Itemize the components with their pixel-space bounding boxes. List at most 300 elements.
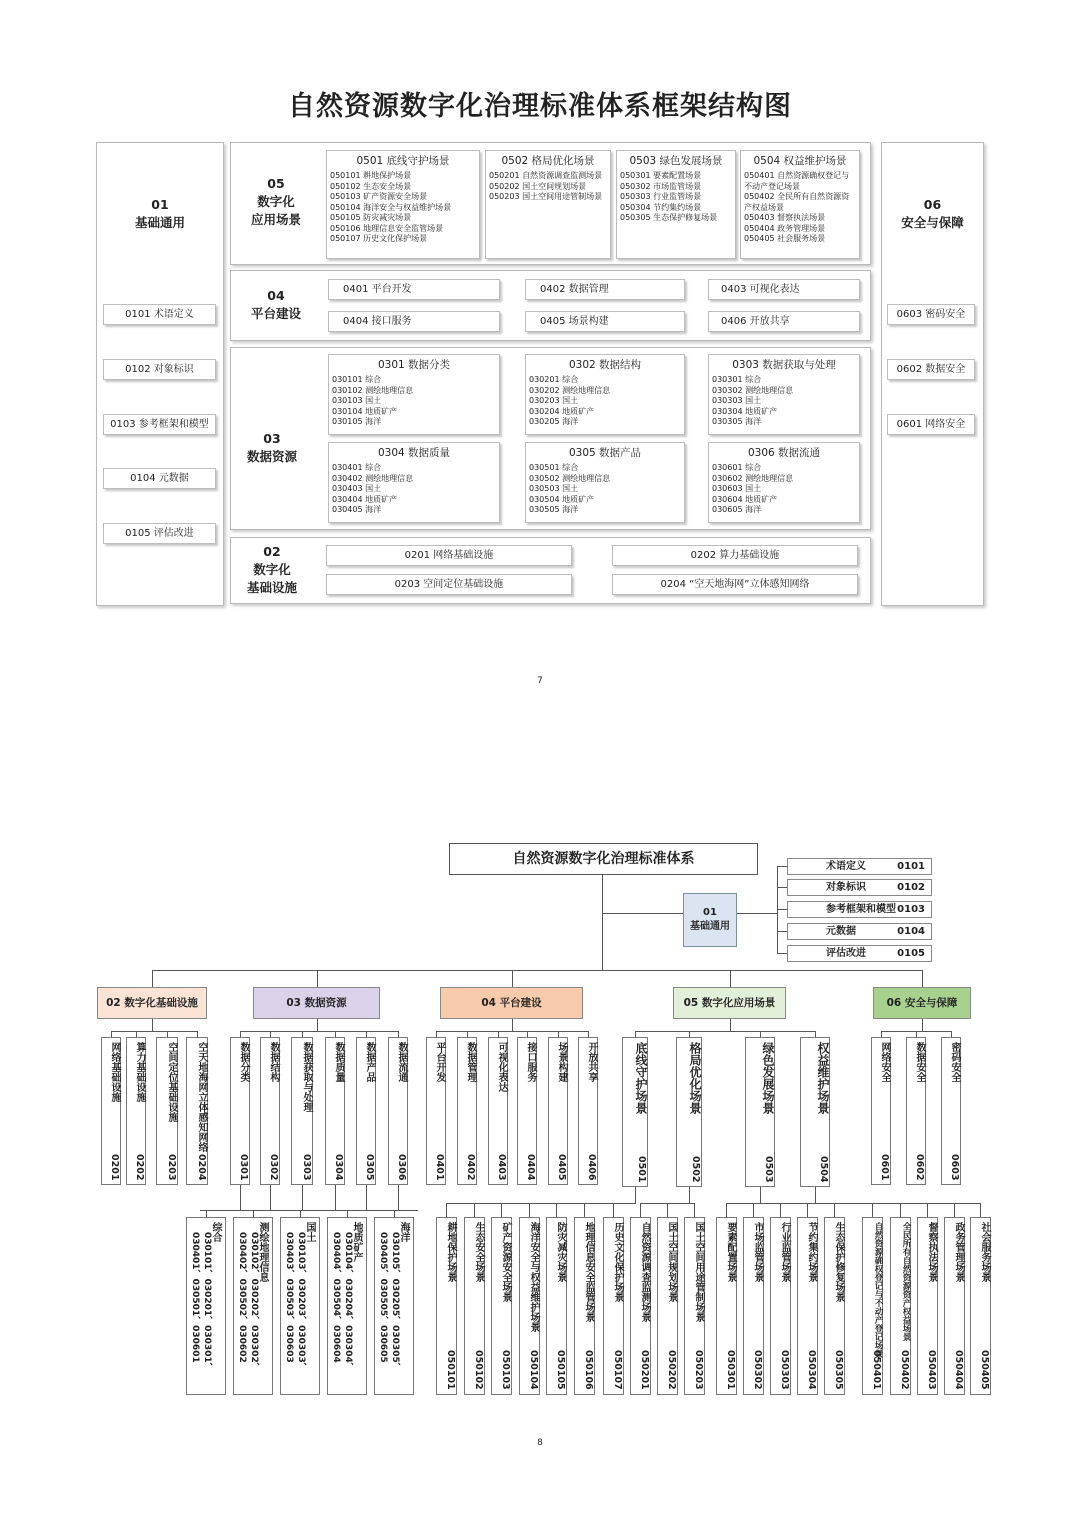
- connector: [726, 1203, 727, 1217]
- scene-level3-item: [944, 1217, 965, 1395]
- box-0304-title: 0304 数据质量: [377, 447, 451, 459]
- level2-item-code: 0303: [301, 1153, 312, 1180]
- scene-level3-name: 政务管理场景: [953, 1222, 964, 1282]
- connector: [167, 1031, 168, 1037]
- scene-level3-item: [491, 1217, 512, 1395]
- root01-item: [787, 879, 932, 896]
- list-item: 030604 地质矿产: [712, 494, 778, 504]
- root01-item: [787, 858, 932, 875]
- root01-item: [787, 923, 932, 940]
- section-03-label: [232, 430, 312, 466]
- connector: [152, 970, 922, 971]
- box-0504-title: 0504 权益维护场景: [753, 155, 847, 167]
- connector: [815, 1203, 981, 1204]
- connector: [200, 1210, 418, 1211]
- connector: [558, 1031, 559, 1037]
- connector: [872, 1203, 873, 1217]
- scene-level3-code: 050105: [555, 1350, 566, 1390]
- item-0102: 0102 对象标识: [103, 359, 216, 380]
- item-0203: 0203 空间定位基础设施: [326, 574, 572, 595]
- level2-item-name: 数据分类: [238, 1042, 249, 1082]
- list-item: 050401 自然资源确权登记与: [744, 171, 850, 180]
- list-item: 030605 海洋: [712, 505, 762, 514]
- item-0401: 0401 平台开发: [328, 279, 500, 300]
- connector: [366, 1031, 367, 1037]
- level2-item: [325, 1037, 345, 1185]
- level2-item: [260, 1037, 280, 1185]
- item-0204: 0204 “空天地海网”立体感知网络: [612, 574, 858, 595]
- scene-level3-name: 历史文化保护场景: [612, 1222, 623, 1302]
- box-0301: [328, 354, 500, 435]
- connector: [694, 1203, 695, 1217]
- connector: [922, 970, 923, 987]
- root01-item-name: 对象标识: [826, 882, 866, 893]
- scene-level3-code: 050102: [473, 1350, 484, 1390]
- level2-item: [488, 1037, 508, 1185]
- list-item: 030104 地质矿产: [332, 406, 398, 416]
- scene-level3-item: [603, 1217, 624, 1395]
- level2-item-name: 数据流通: [396, 1042, 407, 1082]
- scene-level3-code: 050301: [725, 1350, 736, 1390]
- connector: [366, 1185, 367, 1210]
- root01-item-code: 0105: [897, 948, 925, 959]
- item-0602: 0602 数据安全: [887, 359, 975, 380]
- level2-item: [517, 1037, 537, 1185]
- level2-item-code: 0301: [238, 1153, 249, 1180]
- level2-item-code: 0401: [434, 1153, 445, 1180]
- list-item: 030105 海洋: [332, 417, 382, 426]
- section-02-name1: 数字化: [253, 562, 291, 577]
- scene-level3-item: [970, 1217, 991, 1395]
- box-0304: [328, 442, 500, 523]
- level2-item-code: 0501: [636, 1155, 647, 1182]
- level2-item: [800, 1037, 830, 1187]
- root01-item-code: 0103: [897, 904, 925, 915]
- scene-level3-item: [546, 1217, 567, 1395]
- connector: [737, 913, 777, 914]
- item-0405: 0405 场景构建: [525, 311, 685, 332]
- data-level3-item: [186, 1217, 226, 1395]
- connector: [602, 913, 683, 914]
- level2-item-name: 网络基础设施: [109, 1042, 120, 1102]
- list-item: 050203 国土空间用途管制场景: [489, 192, 603, 201]
- connector: [777, 953, 787, 954]
- connector: [730, 1019, 731, 1031]
- connector: [270, 1185, 271, 1210]
- level2-item-name: 数据产品: [364, 1042, 375, 1082]
- scene-level3-code: 050404: [953, 1350, 964, 1390]
- item-0402: 0402 数据管理: [525, 279, 685, 300]
- section-06-name: 安全与保障: [901, 215, 964, 230]
- data-level3-item: [327, 1217, 367, 1395]
- data-level3-codes: 030102、030202、030302、030402、030502、030602: [237, 1232, 259, 1372]
- connector: [881, 1031, 882, 1037]
- root01-item-code: 0102: [897, 882, 925, 893]
- connector: [152, 1019, 153, 1031]
- scene-level3-name: 督察执法场景: [926, 1222, 937, 1282]
- level2-item: [622, 1037, 648, 1187]
- category-box: 04 平台建设: [440, 987, 583, 1019]
- scene-level3-name: 社会服务场景: [979, 1222, 990, 1282]
- page-number-7: 7: [537, 676, 543, 686]
- item-0202: 0202 算力基础设施: [612, 545, 858, 566]
- scene-level3-name: 要素配置场景: [725, 1222, 736, 1282]
- connector: [152, 970, 153, 987]
- data-level3-codes: 030101、030201、030301、030401、030501、030601: [190, 1232, 212, 1372]
- scene-level3-name: 国土空间用途管制场景: [693, 1222, 704, 1322]
- connector: [667, 1203, 668, 1217]
- scene-level3-code: 050201: [639, 1350, 650, 1390]
- connector: [815, 1187, 816, 1203]
- item-0403: 0403 可视化表达: [708, 279, 860, 300]
- connector: [760, 1187, 761, 1203]
- data-level3-codes: 030105、030205、030305、030405、030505、030605: [378, 1232, 400, 1372]
- connector: [111, 1031, 112, 1037]
- scene-level3-item: [743, 1217, 764, 1395]
- scene-level3-name: 自然资源调查监测场景: [639, 1222, 650, 1322]
- list-item: 050404 政务管理场景: [744, 223, 826, 233]
- connector: [512, 970, 513, 987]
- list-item: 030601 综合: [712, 463, 762, 472]
- data-level3-name: 地质矿产: [351, 1222, 362, 1262]
- level2-item: [941, 1037, 961, 1185]
- scene-level3-code: 050402: [899, 1350, 910, 1390]
- connector: [640, 1203, 641, 1217]
- list-item: 产权益场景: [744, 202, 784, 212]
- connector: [398, 1185, 399, 1210]
- scene-level3-code: 050107: [612, 1350, 623, 1390]
- item-0406: 0406 开放共享: [708, 311, 860, 332]
- connector: [206, 1210, 207, 1217]
- connector: [317, 970, 318, 987]
- level2-item-code: 0202: [134, 1153, 145, 1180]
- section-01-code: 01: [151, 197, 169, 212]
- item-0603: 0603 密码安全: [887, 304, 975, 325]
- level2-item-name: 数据获取与处理: [301, 1042, 312, 1112]
- list-item: 050107 历史文化保护场景: [330, 234, 428, 243]
- scene-level3-name: 全民所有自然资源资产权益场景: [901, 1222, 911, 1341]
- level2-item-name: 可视化表达: [496, 1042, 507, 1092]
- scene-level3-code: 050302: [752, 1350, 763, 1390]
- connector: [474, 1203, 475, 1217]
- list-item: 050101 耕地保护场景: [330, 171, 412, 180]
- section-04-name: 平台建设: [250, 306, 301, 321]
- scene-level3-item: [797, 1217, 818, 1395]
- level2-item: [676, 1037, 702, 1187]
- connector: [635, 1187, 636, 1203]
- data-level3-name: 国土: [304, 1222, 315, 1242]
- box-0501: [326, 150, 480, 259]
- scene-level3-code: 050403: [926, 1350, 937, 1390]
- connector: [498, 1031, 499, 1037]
- connector: [900, 1203, 901, 1217]
- data-level3-name: 综合: [210, 1222, 221, 1242]
- box-0503-title: 0503 绿色发展场景: [629, 155, 723, 167]
- level2-item-name: 底线守护场景: [634, 1042, 648, 1114]
- scene-level3-code: 050202: [666, 1350, 677, 1390]
- list-item: 030401 综合: [332, 463, 382, 472]
- list-item: 030501 综合: [529, 463, 579, 472]
- connector: [302, 1185, 303, 1210]
- category-box: 06 安全与保障: [873, 987, 971, 1019]
- list-item: 030304 地质矿产: [712, 406, 778, 416]
- list-item: 050105 防灾减灾场景: [330, 213, 412, 222]
- connector: [916, 1031, 917, 1037]
- connector: [780, 1203, 781, 1217]
- framework-title: 自然资源数字化治理标准体系框架结构图: [288, 91, 792, 122]
- connector: [446, 1203, 447, 1217]
- root01-item-name: 参考框架和模型: [826, 904, 896, 915]
- box-0302: [525, 354, 685, 435]
- list-item: 050405 社会服务场景: [744, 234, 826, 243]
- connector: [556, 1203, 557, 1217]
- level2-item-name: 算力基础设施: [134, 1042, 145, 1102]
- connector: [922, 1019, 923, 1031]
- connector: [834, 1203, 835, 1217]
- connector: [951, 1031, 952, 1037]
- data-level3-item: [280, 1217, 320, 1395]
- connector: [467, 1031, 468, 1037]
- scene-level3-item: [770, 1217, 791, 1395]
- box-0305: [525, 442, 685, 523]
- list-item: 030403 国土: [332, 484, 382, 493]
- section-05-name1: 数字化: [257, 194, 295, 209]
- connector: [689, 1187, 690, 1203]
- list-item: 050305 生态保护修复场景: [620, 213, 718, 222]
- list-item: 030303 国土: [712, 396, 762, 405]
- connector: [398, 1031, 399, 1037]
- section-02-label: [232, 543, 312, 597]
- scene-level3-item: [519, 1217, 540, 1395]
- level2-item-code: 0204: [196, 1153, 207, 1180]
- category-box: 03 数据资源: [253, 987, 380, 1019]
- level2-item: [871, 1037, 891, 1185]
- list-item: 030202 测绘地理信息: [529, 385, 611, 395]
- level2-item: [457, 1037, 477, 1185]
- connector: [807, 1203, 808, 1217]
- list-item: 050304 节约集约场景: [620, 202, 702, 212]
- data-level3-name: 海洋: [398, 1222, 409, 1242]
- box-0306-title: 0306 数据流通: [747, 447, 821, 459]
- connector: [602, 875, 603, 970]
- list-item: 030102 测绘地理信息: [332, 385, 414, 395]
- list-item: 030205 海洋: [529, 417, 579, 426]
- connector: [954, 1203, 955, 1217]
- tree-01-name: 基础通用: [690, 921, 730, 932]
- level2-item-code: 0406: [586, 1153, 597, 1180]
- section-03-code: 03: [263, 431, 281, 446]
- level2-item-name: 场景构建: [556, 1042, 567, 1082]
- connector: [240, 1185, 241, 1210]
- scene-level3-name: 节约集约场景: [806, 1222, 817, 1282]
- connector: [529, 1203, 530, 1217]
- level2-item: [578, 1037, 598, 1185]
- box-0501-title: 0501 底线守护场景: [356, 155, 450, 167]
- level2-item: [156, 1037, 178, 1185]
- root01-item-name: 术语定义: [826, 861, 866, 872]
- scene-level3-name: 海洋安全与权益维护场景: [528, 1222, 539, 1332]
- section-06-label: [881, 196, 984, 232]
- list-item: 030504 地质矿产: [529, 494, 595, 504]
- level2-item-code: 0403: [496, 1153, 507, 1180]
- connector: [335, 1185, 336, 1210]
- box-0503: [616, 150, 736, 259]
- list-item: 030204 地质矿产: [529, 406, 595, 416]
- section-05-label: [236, 175, 316, 229]
- connector: [317, 1019, 318, 1031]
- connector: [689, 1031, 690, 1037]
- connector: [111, 1031, 198, 1032]
- item-0104: 0104 元数据: [103, 468, 216, 489]
- section-04-code: 04: [267, 288, 285, 303]
- list-item: 030302 测绘地理信息: [712, 385, 794, 395]
- item-0201: 0201 网络基础设施: [326, 545, 572, 566]
- level2-item-code: 0302: [268, 1153, 279, 1180]
- scene-level3-item: [716, 1217, 737, 1395]
- scene-level3-name: 防灾减灾场景: [555, 1222, 566, 1282]
- connector: [815, 1031, 816, 1037]
- section-03-name: 数据资源: [246, 449, 297, 464]
- scene-level3-code: 050405: [979, 1350, 990, 1390]
- section-01-name: 基础通用: [134, 215, 185, 230]
- level2-item-code: 0504: [818, 1155, 829, 1182]
- root01-item: [787, 945, 932, 962]
- connector: [347, 1210, 348, 1217]
- connector: [302, 1031, 303, 1037]
- level2-item-name: 数据安全: [914, 1042, 925, 1082]
- scene-level3-name: 生态安全场景: [473, 1222, 484, 1282]
- box-0303: [708, 354, 860, 435]
- scene-level3-code: 050101: [445, 1350, 456, 1390]
- root01-item-code: 0104: [897, 926, 925, 937]
- connector: [394, 1210, 395, 1217]
- data-level3-item: [233, 1217, 273, 1395]
- box-0305-title: 0305 数据产品: [568, 447, 642, 459]
- section-02-name2: 基础设施: [246, 580, 297, 595]
- list-item: 050302 市场监管场景: [620, 181, 702, 191]
- data-level3-name: 测绘地理信息: [257, 1222, 268, 1282]
- connector: [240, 1031, 399, 1032]
- connector: [777, 909, 787, 910]
- scene-level3-item: [917, 1217, 938, 1395]
- scene-level3-item: [436, 1217, 457, 1395]
- connector: [635, 1031, 636, 1037]
- connector: [136, 1031, 137, 1037]
- list-item: 030502 测绘地理信息: [529, 473, 611, 483]
- scene-level3-name: 自然资源确权登记与不动产登记场景: [873, 1222, 883, 1358]
- section-02-code: 02: [263, 544, 281, 559]
- tree-01-code: 01: [703, 907, 717, 918]
- item-0105: 0105 评估改进: [103, 523, 216, 544]
- tree-01-box: [683, 893, 737, 947]
- scene-level3-name: 行业监管场景: [779, 1222, 790, 1282]
- scene-level3-code: 050103: [500, 1350, 511, 1390]
- connector: [753, 1203, 754, 1217]
- level2-item-name: 空天地海网立体感知网络: [196, 1042, 207, 1152]
- level2-item: [548, 1037, 568, 1185]
- data-level3-item: [374, 1217, 414, 1395]
- box-0502: [485, 150, 611, 259]
- level2-item-code: 0305: [364, 1153, 375, 1180]
- box-0303-title: 0303 数据获取与处理: [732, 359, 836, 371]
- list-item: 050201 自然资源调查监测场景: [489, 171, 603, 180]
- connector: [588, 1031, 589, 1037]
- list-item: 030301 综合: [712, 375, 762, 384]
- level2-item-name: 数据管理: [465, 1042, 476, 1082]
- level2-item: [356, 1037, 376, 1185]
- level2-item-name: 开放共享: [586, 1042, 597, 1082]
- list-item: 050303 行业监管场景: [620, 192, 702, 201]
- page-number-8: 8: [537, 1438, 543, 1448]
- connector: [730, 970, 731, 987]
- level2-item-code: 0502: [690, 1155, 701, 1182]
- scene-level3-code: 050303: [779, 1350, 790, 1390]
- level2-item-code: 0304: [333, 1153, 344, 1180]
- list-item: 030101 综合: [332, 375, 382, 384]
- scene-level3-item: [862, 1217, 883, 1395]
- level2-item-code: 0405: [556, 1153, 567, 1180]
- list-item: 050103 矿产资源安全场景: [330, 192, 428, 201]
- box-0502-title: 0502 格局优化场景: [501, 155, 595, 167]
- level2-item: [426, 1037, 446, 1185]
- list-item: 050202 国土空间规划场景: [489, 181, 587, 191]
- box-0302-title: 0302 数据结构: [568, 359, 642, 371]
- connector: [436, 1031, 437, 1037]
- section-06-code: 06: [923, 197, 942, 212]
- connector: [527, 1031, 528, 1037]
- level2-item: [388, 1037, 408, 1185]
- connector: [777, 866, 778, 954]
- connector: [760, 1031, 761, 1037]
- scene-level3-code: 050203: [693, 1350, 704, 1390]
- list-item: 030603 国土: [712, 484, 762, 493]
- connector: [253, 1210, 254, 1217]
- tree-title: 自然资源数字化治理标准体系: [449, 843, 758, 875]
- level2-item-code: 0402: [465, 1153, 476, 1180]
- level2-item: [126, 1037, 146, 1185]
- connector: [240, 1031, 241, 1037]
- root01-item: [787, 901, 932, 918]
- connector: [777, 931, 787, 932]
- scene-level3-item: [574, 1217, 595, 1395]
- level2-item-code: 0602: [914, 1153, 925, 1180]
- connector: [197, 1031, 198, 1037]
- level2-item: [230, 1037, 250, 1185]
- connector: [300, 1210, 301, 1217]
- scene-level3-item: [630, 1217, 651, 1395]
- section-01-label: [96, 196, 224, 232]
- connector: [777, 887, 787, 888]
- box-0301-title: 0301 数据分类: [377, 359, 451, 371]
- level2-item-name: 数据结构: [268, 1042, 279, 1082]
- scene-level3-code: 050305: [833, 1350, 844, 1390]
- scene-level3-name: 耕地保护场景: [445, 1222, 456, 1282]
- level2-item-name: 接口服务: [525, 1042, 536, 1082]
- connector: [584, 1203, 585, 1217]
- list-item: 030305 海洋: [712, 417, 762, 426]
- section-05-name2: 应用场景: [250, 212, 301, 227]
- connector: [613, 1203, 614, 1217]
- scene-level3-name: 地理信息安全监管场景: [583, 1222, 594, 1322]
- connector: [927, 1203, 928, 1217]
- scene-level3-code: 050401: [871, 1350, 882, 1390]
- scene-level3-code: 050104: [528, 1350, 539, 1390]
- root01-item-name: 元数据: [826, 926, 856, 937]
- data-level3-codes: 030103、030203、030303、030403、030503、030603: [284, 1232, 306, 1372]
- level2-item-code: 0404: [525, 1153, 536, 1180]
- list-item: 030602 测绘地理信息: [712, 473, 794, 483]
- level2-item-code: 0503: [763, 1155, 774, 1182]
